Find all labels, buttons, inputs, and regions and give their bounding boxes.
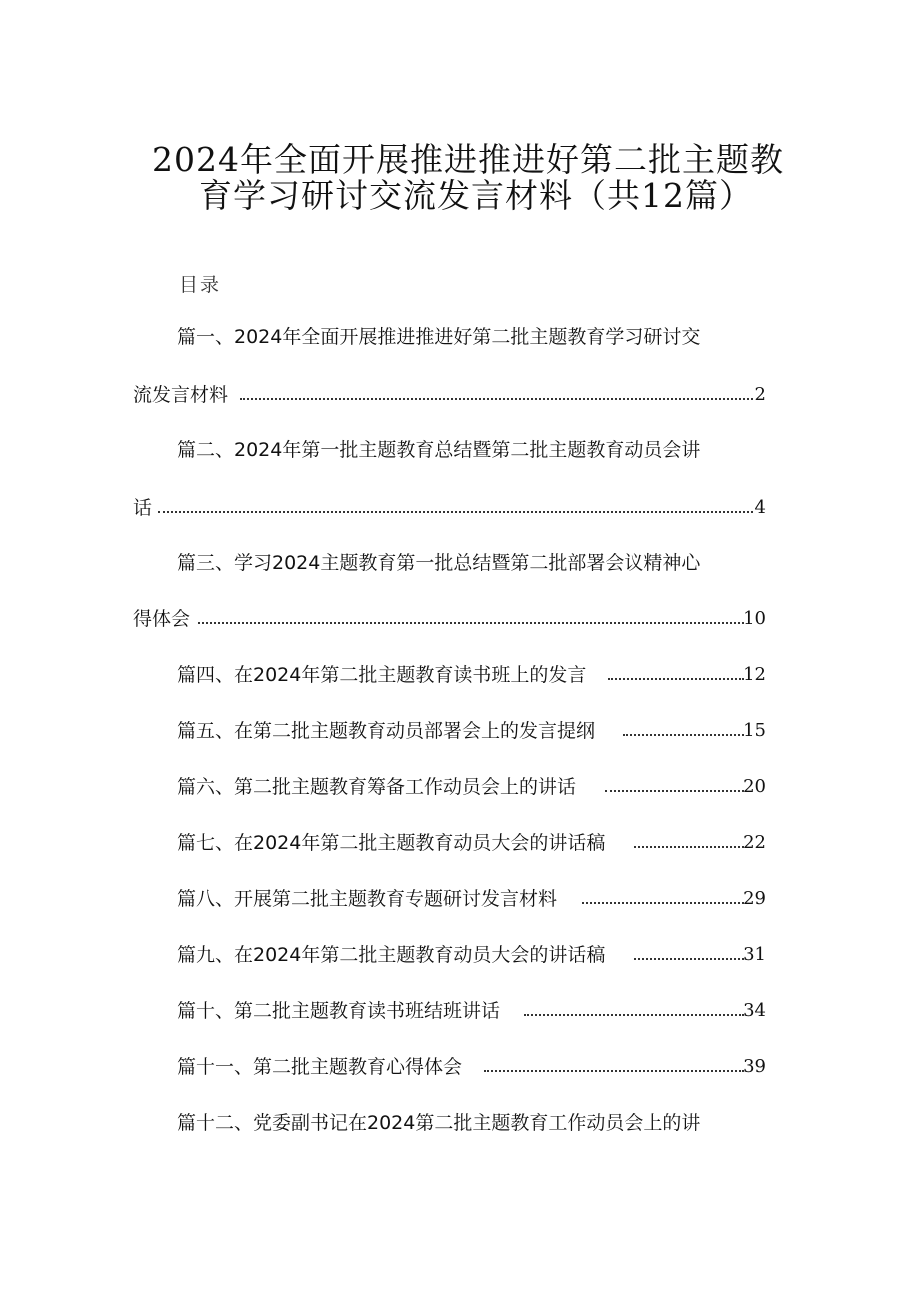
toc-item-10[interactable] (0, 999, 920, 1023)
toc-item-2-line-1[interactable]: 篇二、2024年第一批主题教育总结暨第二批主题教育动员会讲 (177, 439, 701, 461)
toc-item-9[interactable] (0, 943, 920, 967)
toc-item-11-label: 篇十一、第二批主题教育心得体会 (177, 1055, 466, 1079)
toc-item-10-label: 篇十、第二批主题教育读书班结班讲话 (177, 999, 504, 1023)
document-title-line-2: 育学习研讨交流发言材料（共12篇） (199, 176, 753, 215)
toc-item-8-label: 篇八、开展第二批主题教育专题研讨发言材料 (177, 887, 561, 911)
toc-item-5[interactable] (0, 719, 920, 743)
toc-item-5-page: 15 (743, 720, 766, 741)
document-title-line-1: 2024年全面开展推进推进好第二批主题教 (152, 140, 784, 179)
toc-leader-dots (623, 734, 744, 736)
toc-item-4-label: 篇四、在2024年第二批主题教育读书班上的发言 (177, 663, 590, 687)
toc-item-9-label: 篇九、在2024年第二批主题教育动员大会的讲话稿 (177, 943, 609, 967)
toc-item-6[interactable] (0, 775, 920, 799)
toc-leader-dots (605, 790, 744, 792)
toc-item-3-label: 得体会 (133, 607, 194, 631)
toc-leader-dots (484, 1070, 744, 1072)
toc-item-10-page: 34 (743, 1000, 766, 1021)
toc-item-3-line-1[interactable]: 篇三、学习2024主题教育第一批总结暨第二批部署会议精神心 (177, 552, 701, 574)
toc-item-4[interactable] (0, 663, 920, 687)
toc-heading: 目录 (179, 274, 222, 296)
toc-leader-dots (634, 958, 744, 960)
toc-item-1-label: 流发言材料 (133, 383, 232, 407)
toc-item-11-page: 39 (743, 1056, 766, 1077)
toc-item-3-page: 10 (743, 608, 766, 629)
toc-leader-dots (582, 902, 744, 904)
toc-item-3[interactable] (0, 607, 920, 631)
toc-item-7[interactable] (0, 831, 920, 855)
toc-leader-dots (608, 678, 744, 680)
toc-item-2-page: 4 (754, 497, 766, 518)
toc-item-7-label: 篇七、在2024年第二批主题教育动员大会的讲话稿 (177, 831, 609, 855)
toc-item-9-page: 31 (743, 944, 766, 965)
toc-item-2-label: 话 (133, 496, 156, 520)
toc-item-5-label: 篇五、在第二批主题教育动员部署会上的发言提纲 (177, 719, 599, 743)
toc-leader-dots (240, 398, 753, 400)
toc-item-1-line-1[interactable]: 篇一、2024年全面开展推进推进好第二批主题教育学习研讨交 (177, 326, 701, 348)
toc-item-7-page: 22 (743, 832, 766, 853)
toc-item-12-line-1[interactable]: 篇十二、党委副书记在2024第二批主题教育工作动员会上的讲 (177, 1112, 701, 1134)
toc-item-2[interactable] (0, 496, 920, 520)
toc-item-1[interactable] (0, 383, 920, 407)
toc-leader-dots (158, 511, 753, 513)
toc-item-8[interactable] (0, 887, 920, 911)
toc-item-6-page: 20 (743, 776, 766, 797)
toc-item-1-page: 2 (754, 384, 766, 405)
toc-item-11[interactable] (0, 1055, 920, 1079)
toc-item-6-label: 篇六、第二批主题教育筹备工作动员会上的讲话 (177, 775, 580, 799)
toc-item-8-page: 29 (743, 888, 766, 909)
toc-item-4-page: 12 (743, 664, 766, 685)
toc-leader-dots (634, 846, 744, 848)
toc-leader-dots (524, 1014, 744, 1016)
toc-leader-dots (198, 622, 744, 624)
